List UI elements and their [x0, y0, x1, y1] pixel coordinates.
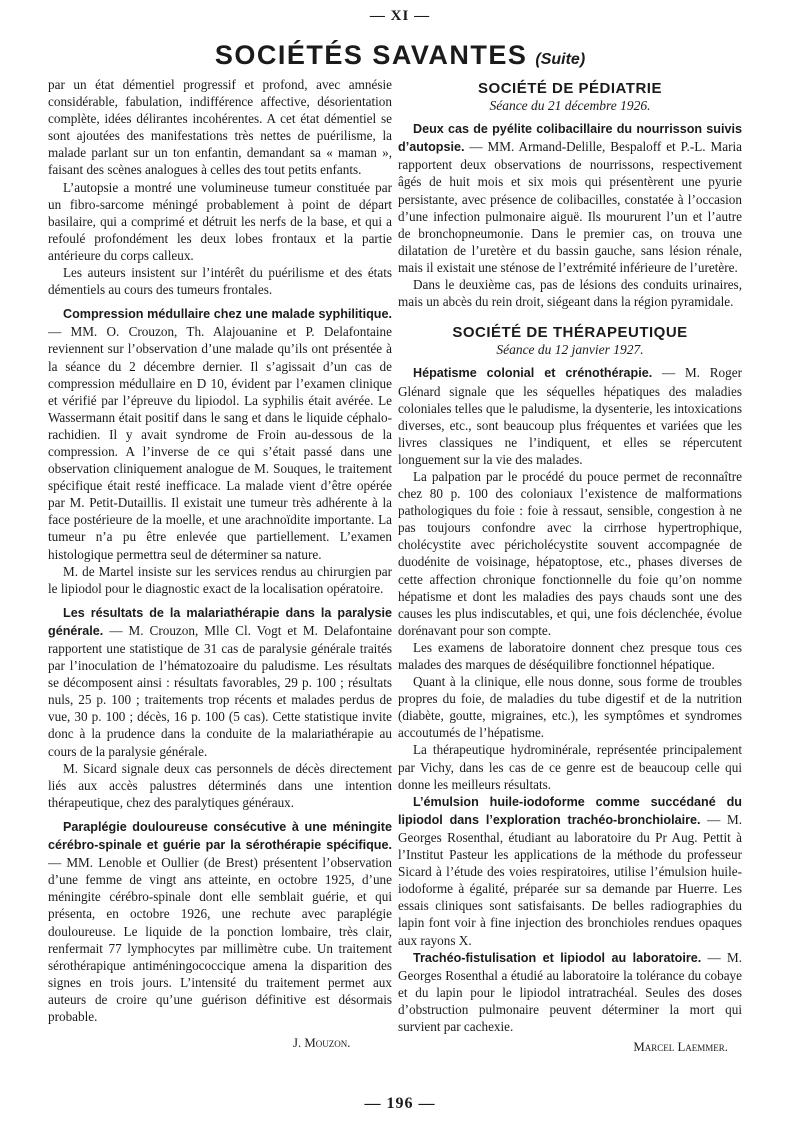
signature-laemmer: Marcel Laemmer. — [633, 1040, 728, 1055]
seance-date: Séance du 12 janvier 1927. — [496, 342, 644, 358]
article-paraplegie — [48, 818, 392, 1025]
right-paragraph: La thérapeutique hydrominérale, représentée principalement par Vichy, dans les cas de ce genre est de beaucoup celle qui donne les meilleurs résultats. — [398, 742, 742, 792]
article-title: Trachéo-fistulisation et lipiodol au laboratoire. — [413, 950, 702, 965]
article-text: — M. Roger Glénard signale que les séquelles hépatiques des maladies coloniales telles que le paludisme, la dysenterie, les intoxications diverses, etc., sont beaucoup plus fréquentes et variées que les livres classiques ne l’indiquent, et elles se répercutent longuement sur la vie des malades. — [398, 365, 742, 467]
article-text: — MM. Armand-Delille, Bespaloff et P.-L. Maria rapportent deux observations de nourrissons, respectivement âgés de huit mois et six mois qui présentèrent une pyurie persistante, avec présence de colibacilles, constatée à l’occasion d’une infection pulmonaire aiguë. Ils moururent l’un et l’autre de bronchopneumonie. Dans le premier cas, on trouva une dilatation de l’uretère et du bassin gauche, sans lésion rénale, mais il existait une sténose de l’extrémité inférieure de l’uretère. — [398, 139, 742, 275]
page-number: — 196 — — [364, 1095, 436, 1112]
article-text: — MM. O. Crouzon, Th. Alajouanine et P. Delafontaine reviennent sur l’observation d’une malade qu’ils ont présentée à la séance du 2 décembre dernier. Il s’agissait d’un cas de compression médullaire en D 10, évident par l’examen clinique et vérifié par l’épreuve du lipiodol. La syphilis était avérée. Le Wassermann était positif dans le sang et dans le liquide céphalo-rachidien. Il y avait syndrome de Froin au-dessous de la compression. A l’inverse de ce qui s’était passé dans une observation cliniquement analogue de M. Souques, le traitement spécifique était resté inefficace. La malade vient d’être opérée par M. Petit-Dutaillis. Il existait une tumeur très adhérente à la face postérieure de la moelle, et une arachnoïdite importante. La tumeur n’a pu être enlevée que partiellement. L’examen histologique permettra seul de déterminer sa nature. — [48, 324, 392, 562]
article-emulsion — [398, 793, 742, 949]
article-compression — [48, 305, 392, 562]
article-title: Compression médullaire chez une malade syphilitique. — [63, 307, 392, 322]
seance-date: Séance du 21 décembre 1926. — [489, 98, 651, 114]
right-column — [398, 76, 742, 1056]
roman-page-marker: — XI — — [369, 8, 431, 24]
header-title: SOCIÉTÉS SAVANTES — [214, 40, 528, 70]
signature-mouzon: J. Mouzon. — [293, 1036, 351, 1051]
left-paragraph: L’autopsie a montré une volumineuse tumeur constituée par un fibro-sarcome méningé probablement à point de départ basilaire, qui a comprimé et détruit les nerfs de la base, et qui a refoulé profondément les deux lobes frontaux et la partie antérieure du corps calleux. — [48, 179, 392, 263]
article-title: Deux cas de pyélite colibacillaire du nourrisson suivis d’autopsie. — [398, 122, 742, 155]
right-paragraph: La palpation par le procédé du pouce permet de reconnaître chez 80 p. 100 des coloniaux l’existence de malformations pathologiques du foie : foie à ressaut, sensible, congestion à ne pas toujours confondre avec la cirrhose hypertrophique, cholécystite avec péricholécystite souvent accompagnée de duodénite de voisinage, hépatoptose, etc., phases diverses de cette affection chronique fonctionnelle du foie qu’on nomme hépatisme et dont les maladies des pays chauds sont une des causes les plus indiscutables, et qui, une fois déclenchée, évolue dorénavant pour son compte. — [398, 468, 742, 638]
society-title-therapeutique: SOCIÉTÉ DE THÉRAPEUTIQUE — [452, 324, 688, 342]
article-title: Hépatisme colonial et crénothérapie. — [413, 366, 653, 381]
left-paragraph: Les auteurs insistent sur l’intérêt du puérilisme et des états démentiels au cours des tumeurs frontales. — [48, 265, 392, 298]
right-paragraph: Dans le deuxième cas, pas de lésions des conduits urinaires, mais un abcès du rein droit, siégeant dans la région pyramidale. — [398, 277, 742, 310]
article-text: — MM. Lenoble et Oullier (de Brest) présentent l’observation d’une femme de vingt ans atteinte, en octobre 1925, d’une méningite cérébro-spinale dont elle semblait guérie, et qui présenta, en octobre 1926, une rechute avec paraplégie douloureuse. Le liquide de la ponction lombaire, très clair, renfermait 77 lymphocytes par millimètre cube. Un traitement sérothérapique antiméningococcique amena la disparition des signes en trois jours. L’intensité du traitement permet aux auteurs de croire qu’une guérison définitive est désormais probable. — [48, 855, 392, 1024]
right-paragraph: Quant à la clinique, elle nous donne, sous forme de troubles propres du foie, de maladies du tube digestif et de la nutrition (diabète, goutte, migraines, etc.), les symptômes et syndromes accoutumés de l’hépatisme. — [398, 674, 742, 741]
left-column — [48, 76, 392, 1052]
article-title: L’émulsion huile-iodoforme comme succédané du lipiodol dans l’exploration trachéo-bronchiolaire. — [398, 794, 742, 827]
left-paragraph: par un état démentiel progressif et profond, avec amnésie considérable, fabulation, indifférence affective, désorientation complète, idées délirantes incohérentes. A cet état démentiel se sont ajoutées des manifestations très nettes de puérilisme, la malade parlant sur un ton enfantin, demandant sa « maman », faisant des scènes analogues à celles des tout petits enfants. — [48, 77, 392, 178]
left-paragraph: M. Sicard signale deux cas personnels de décès directement liés aux accès palustres déterminés dans une intention thérapeutique, chez des paralytiques généraux. — [48, 760, 392, 810]
section-header — [0, 40, 800, 71]
article-malariatherapie — [48, 604, 392, 760]
society-title-pediatrie: SOCIÉTÉ DE PÉDIATRIE — [478, 80, 662, 97]
article-title: Paraplégie douloureuse consécutive à une méningite cérébro-spinale et guérie par la sérothérapie spécifique. — [48, 819, 392, 853]
article-text: — M. Georges Rosenthal, étudiant au laboratoire du Pr Aug. Pettit à l’Institut Pasteur les applications de la méthode du professeur Sicard à l’étude des voies respiratoires, utilise l’émulsion huile-iodoforme à égalité, préparée sur sa demande par Huerre. Les essais cliniques sont satisfaisants. De belles radiographies du lapin font voir à fine injection des bronchioles rendues opaques aux rayons X. — [398, 811, 743, 948]
article-title: Les résultats de la malariathérapie dans la paralysie générale. — [48, 605, 392, 638]
right-paragraph: Les examens de laboratoire donnent chez presque tous ces malades des marques de déséquilibre fonctionnel hépatique. — [398, 639, 742, 672]
article-tracheo-fistulisation — [398, 949, 742, 1035]
article-hepatisme — [398, 364, 742, 468]
article-pyelite — [398, 120, 742, 276]
left-paragraph: M. de Martel insiste sur les services rendus au chirurgien par le lipiodol pour le diagnostic exact de la localisation opératoire. — [48, 563, 392, 596]
article-text: — M. Crouzon, Mlle Cl. Vogt et M. Delafontaine rapportent une statistique de 31 cas de paralysie générale traités par l’inoculation de l’hématozoaire du paludisme. Les résultats se décomposent ainsi : résultats favorables, 29 p. 100 ; résultats nuls, 25 p. 100 ; traitements trop récents et malades perdus de vue, 30 p. 100 ; décès, 16 p. 100 (5 cas). Cette statistique invite donc à la prudence dans la conduite de la malariathérapie au cours de la paralysie générale. — [48, 622, 393, 759]
header-suite: (Suite) — [535, 51, 586, 68]
article-text: — M. Georges Rosenthal a étudié au laboratoire la tolérance du cobaye et du lapin pour le lipiodol intratrachéal. Seules des doses d’obstruction pulmonaire peuvent déterminer la mort qui survient par cachexie. — [398, 949, 743, 1034]
